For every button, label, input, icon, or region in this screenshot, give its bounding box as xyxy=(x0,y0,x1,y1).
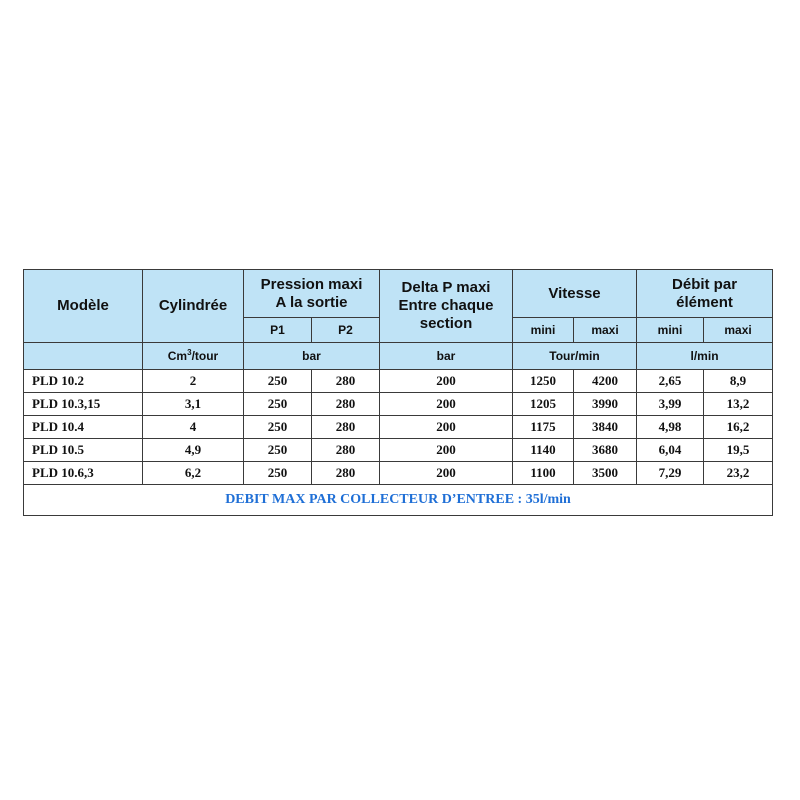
cell-speed-max: 3680 xyxy=(574,439,637,462)
header-model: Modèle xyxy=(24,270,143,343)
cell-displacement: 4 xyxy=(143,416,244,439)
unit-flow: l/min xyxy=(637,343,773,370)
header-pressure-line1: Pression maxi xyxy=(260,275,363,293)
cell-flow-max: 19,5 xyxy=(704,439,773,462)
cell-delta: 200 xyxy=(380,439,513,462)
cell-flow-min: 7,29 xyxy=(637,462,704,485)
cell-delta: 200 xyxy=(380,370,513,393)
cell-delta: 200 xyxy=(380,416,513,439)
cell-model: PLD 10.4 xyxy=(24,416,143,439)
header-flow-min: mini xyxy=(637,318,704,343)
cell-speed-min: 1140 xyxy=(513,439,574,462)
cell-displacement: 3,1 xyxy=(143,393,244,416)
table-row xyxy=(24,416,773,439)
cell-flow-max: 13,2 xyxy=(704,393,773,416)
header-pressure-line2: A la sortie xyxy=(275,293,348,311)
header-speed: Vitesse xyxy=(513,270,637,318)
cell-p1: 250 xyxy=(244,439,312,462)
cell-flow-min: 6,04 xyxy=(637,439,704,462)
cell-p1: 250 xyxy=(244,462,312,485)
cell-flow-min: 3,99 xyxy=(637,393,704,416)
cell-model: PLD 10.2 xyxy=(24,370,143,393)
cell-displacement: 2 xyxy=(143,370,244,393)
cell-p1: 250 xyxy=(244,393,312,416)
header-delta-line1: Delta P maxi xyxy=(401,279,491,296)
cell-model: PLD 10.3,15 xyxy=(24,393,143,416)
spec-table-wrapper xyxy=(23,269,772,516)
header-flow-line2: élément xyxy=(676,293,733,311)
header-flow-max: maxi xyxy=(704,318,773,343)
cell-speed-max: 3840 xyxy=(574,416,637,439)
header-delta-line3: section xyxy=(419,315,473,332)
cell-speed-min: 1100 xyxy=(513,462,574,485)
unit-displacement-rest: /tour xyxy=(191,349,219,363)
unit-displacement-sup: 3 xyxy=(187,348,192,357)
cell-p1: 250 xyxy=(244,370,312,393)
unit-speed: Tour/min xyxy=(513,343,637,370)
unit-model-empty xyxy=(24,343,143,370)
unit-displacement-base: Cm xyxy=(167,349,188,363)
header-pressure xyxy=(244,270,380,318)
cell-speed-min: 1250 xyxy=(513,370,574,393)
table-row xyxy=(24,439,773,462)
header-delta-line2: Entre chaque xyxy=(398,297,494,314)
header-p1: P1 xyxy=(244,318,312,343)
cell-model: PLD 10.6,3 xyxy=(24,462,143,485)
header-delta xyxy=(380,270,513,343)
unit-displacement xyxy=(143,343,244,370)
cell-displacement: 4,9 xyxy=(143,439,244,462)
cell-flow-max: 23,2 xyxy=(704,462,773,485)
table-row xyxy=(24,462,773,485)
header-flow-line1: Débit par xyxy=(672,275,738,293)
cell-p2: 280 xyxy=(312,393,380,416)
cell-speed-min: 1205 xyxy=(513,393,574,416)
cell-p2: 280 xyxy=(312,370,380,393)
cell-delta: 200 xyxy=(380,462,513,485)
spec-table xyxy=(23,269,773,516)
table-row xyxy=(24,393,773,416)
unit-delta: bar xyxy=(380,343,513,370)
cell-p1: 250 xyxy=(244,416,312,439)
cell-speed-min: 1175 xyxy=(513,416,574,439)
header-speed-max: maxi xyxy=(574,318,637,343)
header-displacement: Cylindrée xyxy=(143,270,244,343)
cell-flow-max: 16,2 xyxy=(704,416,773,439)
cell-p2: 280 xyxy=(312,462,380,485)
cell-p2: 280 xyxy=(312,416,380,439)
header-speed-min: mini xyxy=(513,318,574,343)
header-p2: P2 xyxy=(312,318,380,343)
cell-flow-min: 2,65 xyxy=(637,370,704,393)
header-flow xyxy=(637,270,773,318)
cell-delta: 200 xyxy=(380,393,513,416)
table-row xyxy=(24,370,773,393)
cell-speed-max: 4200 xyxy=(574,370,637,393)
cell-speed-max: 3990 xyxy=(574,393,637,416)
cell-flow-max: 8,9 xyxy=(704,370,773,393)
footer-note: DEBIT MAX PAR COLLECTEUR D’ENTREE : 35l/min xyxy=(24,485,773,516)
unit-pressure: bar xyxy=(244,343,380,370)
cell-model: PLD 10.5 xyxy=(24,439,143,462)
cell-speed-max: 3500 xyxy=(574,462,637,485)
cell-flow-min: 4,98 xyxy=(637,416,704,439)
cell-displacement: 6,2 xyxy=(143,462,244,485)
cell-p2: 280 xyxy=(312,439,380,462)
